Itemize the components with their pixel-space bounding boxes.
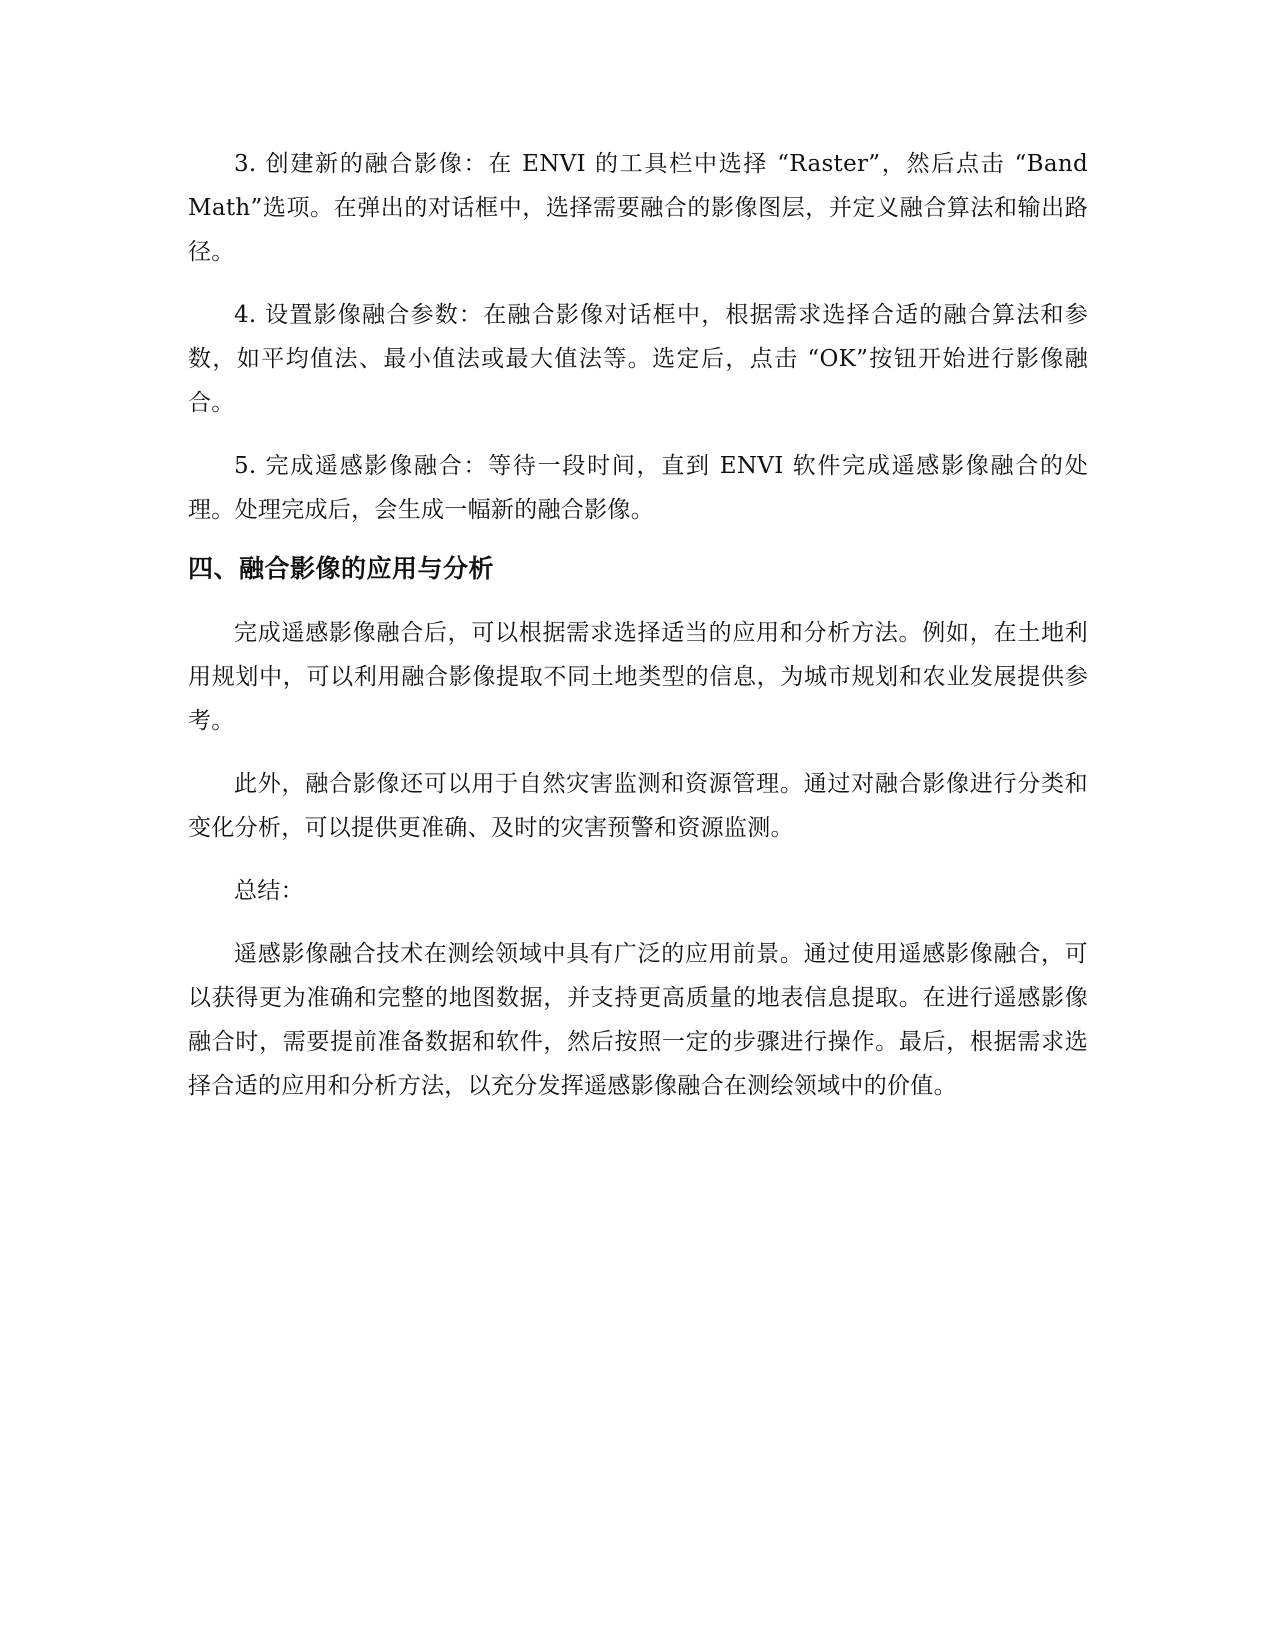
section-heading: 四、融合影像的应用与分析: [188, 554, 495, 583]
paragraph-summary: 遥感影像融合技术在测绘领域中具有广泛的应用前景。通过使用遥感影像融合，可以获得更为准确和完整的地图数据，并支持更高质量的地表信息提取。在进行遥感影像融合时，需要提前准备数据和软件，然后按照一定的步骤进行操作。最后，根据需求选择合适的应用和分析方法，以充分发挥遥感影像融合在测绘领域中的价值。: [188, 941, 1088, 1099]
paragraph-step-5: 5. 完成遥感影像融合：等待一段时间，直到 ENVI 软件完成遥感影像融合的处理。处理完成后，会生成一幅新的融合影像。: [188, 453, 1088, 523]
document-body: [188, 142, 1088, 1127]
paragraph-disaster-monitoring: 此外，融合影像还可以用于自然灾害监测和资源管理。通过对融合影像进行分类和变化分析，可以提供更准确、及时的灾害预警和资源监测。: [188, 771, 1088, 841]
paragraph-application: 完成遥感影像融合后，可以根据需求选择适当的应用和分析方法。例如，在土地利用规划中，可以利用融合影像提取不同土地类型的信息，为城市规划和农业发展提供参考。: [188, 620, 1088, 734]
paragraph-step-3: 3. 创建新的融合影像：在 ENVI 的工具栏中选择 “Raster”，然后点击 “Band Math”选项。在弹出的对话框中，选择需要融合的影像图层，并定义融合算法和输出路径。: [188, 151, 1088, 265]
summary-label: 总结：: [234, 878, 304, 904]
paragraph-step-4: 4. 设置影像融合参数：在融合影像对话框中，根据需求选择合适的融合算法和参数，如平均值法、最小值法或最大值法等。选定后，点击 “OK”按钮开始进行影像融合。: [188, 302, 1088, 416]
